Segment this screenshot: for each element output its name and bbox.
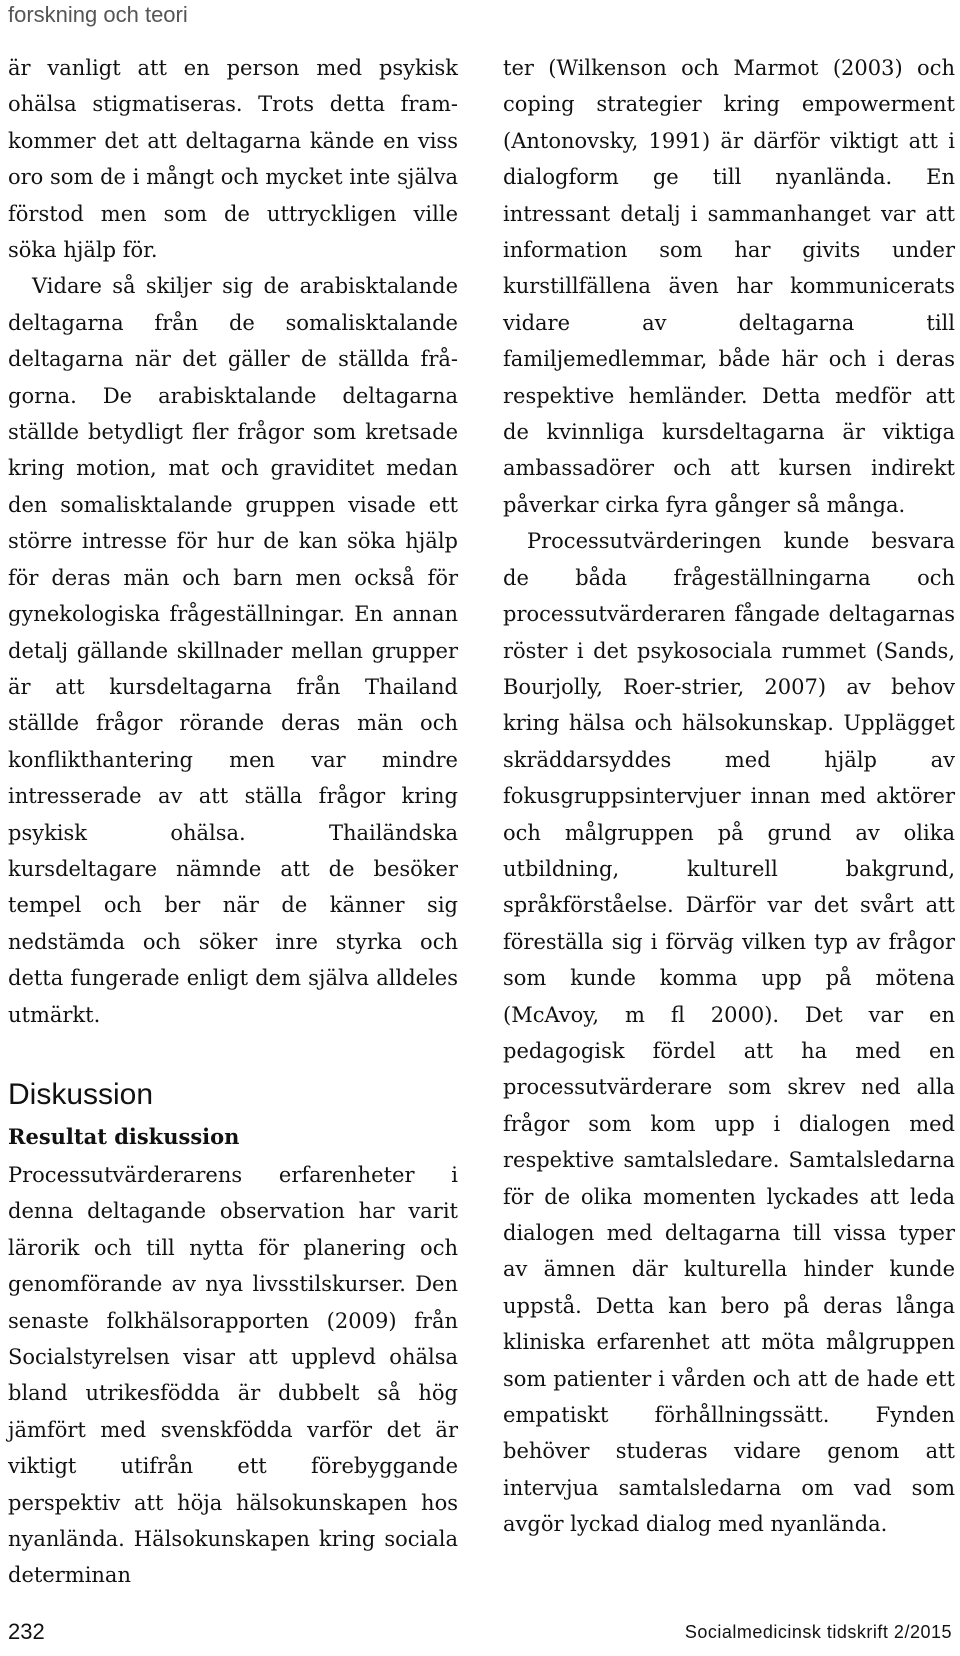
running-head: forskning och teori: [8, 2, 188, 27]
journal-footer: Socialmedicinsk tidskrift 2/2015: [684, 1622, 952, 1642]
page-number: 232: [8, 1619, 45, 1644]
left-column: [8, 50, 458, 1594]
section-heading: Diskussion: [8, 1077, 154, 1111]
right-column: [503, 50, 955, 1543]
subsection-heading: Resultat diskussion: [8, 1123, 240, 1149]
paragraph: är vanligt att en person med psykisk ohälsa stigmatiseras. Trots detta framkommer det att deltagarna kände en viss oro som de i mångt och mycket inte själva förstod men som de uttryckligen ville söka hjälp för.: [8, 56, 458, 263]
paragraph: Vidare så skiljer sig de arabisktalande deltagarna från de somalisktalande deltagarna när det gäller de ställda frågorna. De arabisktalande deltagarna ställde betydligt fler frågor som kretsade kring motion, mat och graviditet medan den somalisktalande gruppen visade ett större intresse för hur de kan söka hjälp för deras män och barn men också för gynekologiska frågeställningar. En annan detalj gällande skillnader mellan grupper är att kursdeltagarna från Thailand ställde frågor rörande deras män och konflikthantering men var mindre intresserade av att ställa frågor kring psykisk ohälsa. Thailändska kursdeltagare nämnde att de besöker tempel och ber när de känner sig nedstämda och söker inre styrka och detta fungerade enligt dem själva alldeles utmärkt.: [8, 274, 458, 1027]
paragraph: ter (Wilkenson och Marmot (2003) och coping strategier kring empowerment (Antonovsky, 1991) är därför viktigt att i dialogform ge till nyanlända. En intressant detalj i sammanhanget var att information som har givits under kurstillfällena även har kommunicerats vidare av deltagarna till familjemedlemmar, både här och i deras respektive hemländer. Detta medför att de kvinnliga kursdeltagarna är viktiga ambassadörer och att kursen indirekt påverkar cirka fyra gånger så många.: [503, 56, 955, 517]
paragraph: Processutvärderarens erfarenheter i denna deltagande observation har varit lärorik och till nytta för planering och genomförande av nya livsstilskurser. Den senaste folkhälsorapporten (2009) från Socialstyrelsen visar att upplevd ohälsa bland utrikesfödda är dubbelt så hög jämfört med svenskfödda varför det är viktigt utifrån ett förebyggande perspektiv att höja hälsokunskapen hos nyanlända. Hälsokunskapen kring sociala determinan: [8, 1162, 458, 1588]
paragraph: Processutvärderingen kunde besvara de båda frågeställningarna och processutvärderaren fångade deltagarnas röster i det psykosociala rummet (Sands, Bourjolly, Roer-strier, 2007) av behov kring hälsa och hälsokunskap. Upplägget skräddarsyddes med hjälp av fokusgruppsintervjuer innan med aktörer och målgruppen på grund av olika utbildning, kulturell bakgrund, språkförståelse. Därför var det svårt att föreställa sig i förväg vilken typ av frågor som kunde komma upp på mötena (McAvoy, m fl 2000). Det var en pedagogisk fördel att ha med en processutvärderare som skrev ned alla frågor som kom upp i dialogen med respektive samtalsledare. Samtalsledarna för de olika momenten lyckades att leda dialogen med deltagarna till vissa typer av ämnen där kulturella hinder kunde uppstå. Detta kan bero på deras långa kliniska erfarenhet att möta målgruppen som patienter i vården och att de hade ett empatiskt förhållningssätt. Fynden behöver studeras vidare genom att intervjua samtalsledarna om vad som avgör lyckad dialog med nyanlända.: [503, 529, 955, 1537]
